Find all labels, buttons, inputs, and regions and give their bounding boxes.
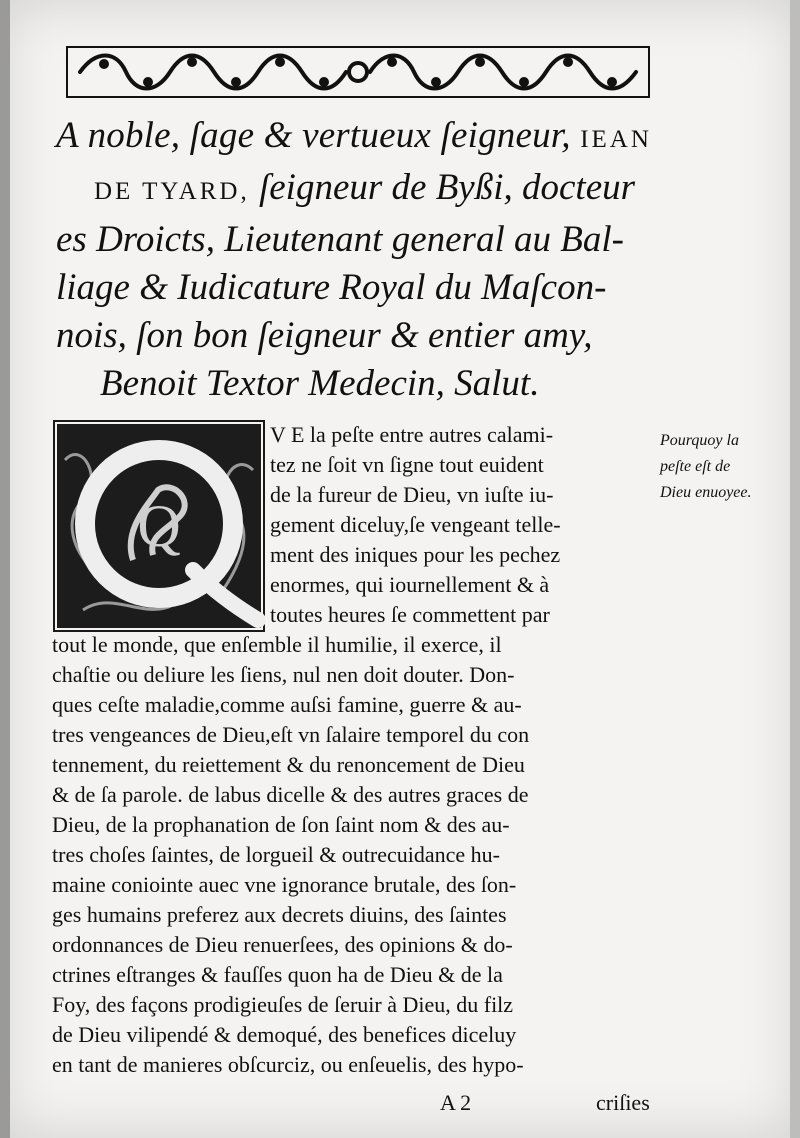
text-line: gement diceluy,ſe vengeant telle- <box>270 512 561 537</box>
text-line: tez ne ſoit vn ſigne tout euident <box>270 452 544 477</box>
signature-mark: A 2 <box>440 1090 472 1115</box>
page-right-edge <box>790 0 800 1138</box>
dedication-line-4: liage & Iudicature Royal du Maſcon- <box>56 267 607 308</box>
text-line: ment des iniques pour les pechez <box>270 542 561 567</box>
marginal-note-line: Pourquoy la <box>660 432 739 449</box>
text-line: enormes, qui iournellement & à <box>270 572 550 597</box>
text-line: de la fureur de Dieu, vn iuſte iu- <box>270 482 554 507</box>
text-line: maine coniointe auec vne ignorance brutale, des ſon- <box>52 872 517 897</box>
text-line: en tant de manieres obſcurciz, ou enſeuelis, des hypo- <box>52 1052 524 1077</box>
marginal-note-line: Dieu enuoyee. <box>660 484 752 501</box>
text-line: ordonnances de Dieu renuerſees, des opinions & do- <box>52 932 513 957</box>
dedication-name-ian: IEAN <box>580 126 652 153</box>
text-line: tennement, du reiettement & du renoncement de Dieu <box>52 752 525 777</box>
text-line: V E la peſte entre autres calami- <box>270 422 554 447</box>
text-line: de Dieu vilipendé & demoqué, des benefices diceluy <box>52 1022 517 1047</box>
dedication-line-5: nois, ſon bon ſeigneur & entier amy, <box>56 315 593 356</box>
page-left-edge <box>0 0 10 1138</box>
dedication-heading <box>56 112 656 408</box>
main-text <box>52 420 656 1080</box>
text-line: Dieu, de la prophanation de ſon ſaint nom & des au- <box>52 812 510 837</box>
dropcap-letter: Q <box>137 493 181 559</box>
text-line: toutes heures ſe commettent par <box>270 602 550 627</box>
dedication-line-2: ſeigneur de Byßi, docteur <box>258 167 636 208</box>
dedication-line-1: A noble, ſage & vertueux ſeigneur, <box>56 115 581 156</box>
marginal-note <box>660 428 790 506</box>
marginal-note-line: peſte eſt de <box>660 458 731 475</box>
text-line: ques ceſte maladie,comme auſsi famine, guerre & au- <box>52 692 522 717</box>
text-line: tout le monde, que enſemble il humilie, il exerce, il <box>52 632 502 657</box>
dedication-name-tyard: DE TYARD, <box>94 178 259 205</box>
text-line: ctrines eſtranges & fauſſes quon ha de Dieu & de la <box>52 962 503 987</box>
text-line: tres vengeances de Dieu,eſt vn ſalaire temporel du con <box>52 722 530 747</box>
text-line: Foy, des façons prodigieuſes de ſeruir à Dieu, du filz <box>52 992 514 1017</box>
dedication-line-3: es Droicts, Lieutenant general au Bal- <box>56 219 624 260</box>
text-line: chaſtie ou deliure les ſiens, nul nen doit douter. Don- <box>52 662 515 687</box>
text-line: & de ſa parole. de labus dicelle & des autres graces de <box>52 782 529 807</box>
headpiece-ornament <box>66 46 650 98</box>
text-line: ges humains preferez aux decrets diuins, des ſaintes <box>52 902 507 927</box>
dedication-line-6: Benoit Textor Medecin, Salut. <box>100 363 540 404</box>
text-line: tres choſes ſaintes, de lorgueil & outrecuidance hu- <box>52 842 501 867</box>
catchword: criſies <box>596 1090 650 1115</box>
